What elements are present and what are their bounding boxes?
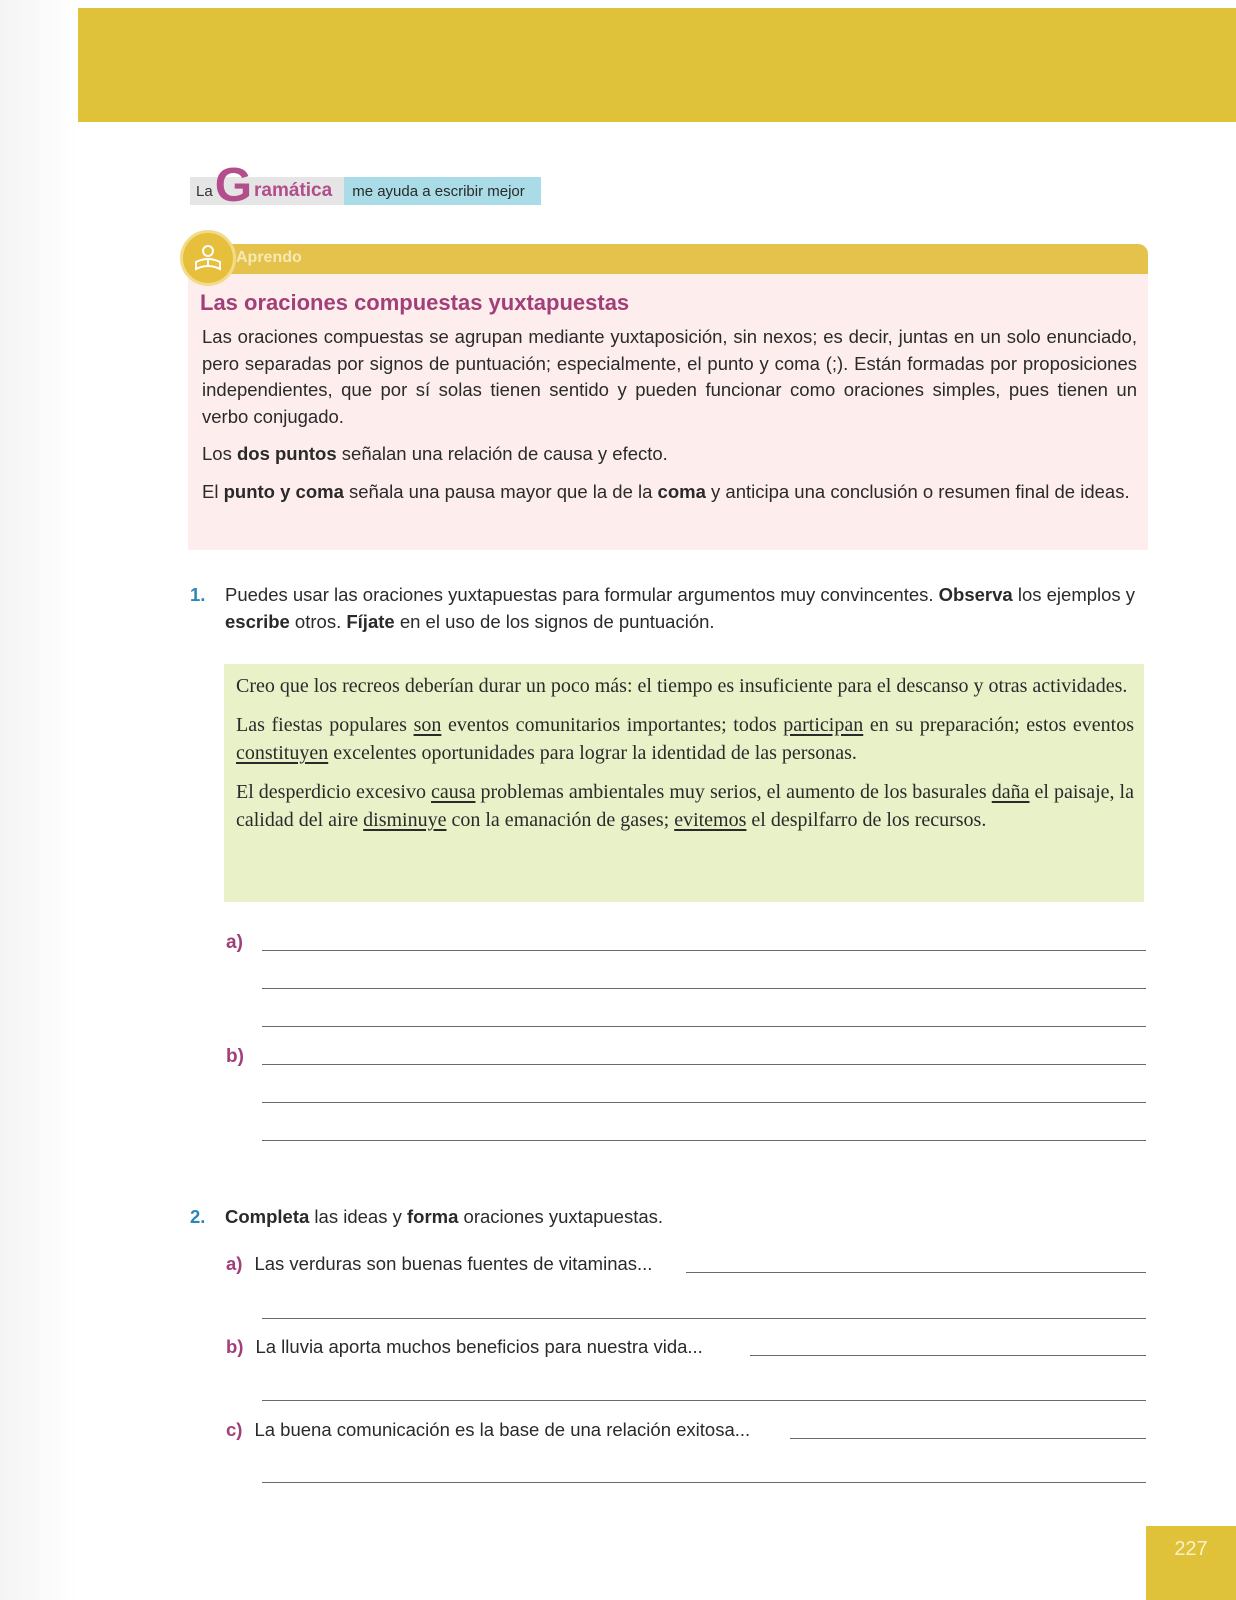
answer-line[interactable] xyxy=(686,1272,1146,1273)
question-2-text: Completa las ideas y forma oraciones yuxtapuestas. xyxy=(225,1206,664,1227)
aprendo-text xyxy=(202,324,1137,516)
question-1 xyxy=(190,582,1150,635)
question-2 xyxy=(190,1206,663,1228)
example-2: Las fiestas populares son eventos comunitarios importantes; todos participan en su preparación; estos eventos constituyen excelentes oportunidades para lograr la identidad de las personas. xyxy=(236,714,1134,764)
answer-line[interactable] xyxy=(262,1026,1146,1027)
answer-label-a: a) xyxy=(226,932,243,953)
aprendo-label: Aprendo xyxy=(236,249,302,266)
answer-line[interactable] xyxy=(262,950,1146,951)
question-2-item-c: c) La buena comunicación es la base de una relación exitosa... xyxy=(226,1419,751,1440)
aprendo-paragraph-1: Las oraciones compuestas se agrupan mediante yuxtaposición, sin nexos; es decir, juntas en un solo enunciado, pero separadas por signos de puntuación; especialmente, el punto y coma (;). Están formadas por proposiciones independientes, que por sí solas tienen sentido y pueden funcionar como oraciones simples, pues tienen un verbo conjugado. xyxy=(202,326,1137,427)
answer-line[interactable] xyxy=(262,1102,1146,1103)
aprendo-bar xyxy=(218,244,1148,274)
answer-line[interactable] xyxy=(262,1140,1146,1141)
question-2-number: 2. xyxy=(190,1206,206,1227)
answer-line[interactable] xyxy=(262,988,1146,989)
aprendo-paragraph-3: El punto y coma señala una pausa mayor que la de la coma y anticipa una conclusión o resumen final de ideas. xyxy=(202,480,1130,502)
question-2-item-a: a) Las verduras son buenas fuentes de vitaminas... xyxy=(226,1253,653,1274)
section-header xyxy=(190,159,541,212)
aprendo-paragraph-2: Los dos puntos señalan una relación de causa y efecto. xyxy=(202,443,668,464)
top-color-band xyxy=(78,8,1236,122)
example-1: Creo que los recreos deberían durar un poco más: el tiempo es insuficiente para el descanso y otras actividades. xyxy=(236,675,1128,697)
examples-text xyxy=(236,672,1134,845)
book-reader-icon xyxy=(180,230,236,286)
question-1-number: 1. xyxy=(190,584,206,605)
answer-line[interactable] xyxy=(750,1355,1146,1356)
section-header-g: G xyxy=(214,159,253,212)
answer-line[interactable] xyxy=(262,1064,1146,1065)
answer-line[interactable] xyxy=(790,1438,1146,1439)
section-header-la: La xyxy=(196,182,213,200)
section-header-word: ramática xyxy=(254,180,333,201)
answer-line[interactable] xyxy=(262,1482,1146,1483)
question-2-item-b: b) La lluvia aporta muchos beneficios para nuestra vida... xyxy=(226,1336,703,1357)
answer-label-b: b) xyxy=(226,1046,244,1067)
page-number: 227 xyxy=(1146,1526,1236,1600)
answer-line[interactable] xyxy=(262,1400,1146,1401)
section-header-title xyxy=(190,159,344,212)
aprendo-title: Las oraciones compuestas yuxtapuestas xyxy=(200,290,630,315)
example-3: El desperdicio excesivo causa problemas ambientales muy serios, el aumento de los basurales daña el paisaje, la calidad del aire disminuye con la emanación de gases; evitemos el despilfarro de los recursos. xyxy=(236,781,1134,831)
answer-line[interactable] xyxy=(262,1318,1146,1319)
section-header-tagline: me ayuda a escribir mejor xyxy=(344,177,541,205)
question-1-text: Puedes usar las oraciones yuxtapuestas para formular argumentos muy convincentes. Observa los ejemplos y escribe otros. Fíjate en el uso de los signos de puntuación. xyxy=(225,584,1136,632)
page-left-edge xyxy=(0,0,78,1600)
